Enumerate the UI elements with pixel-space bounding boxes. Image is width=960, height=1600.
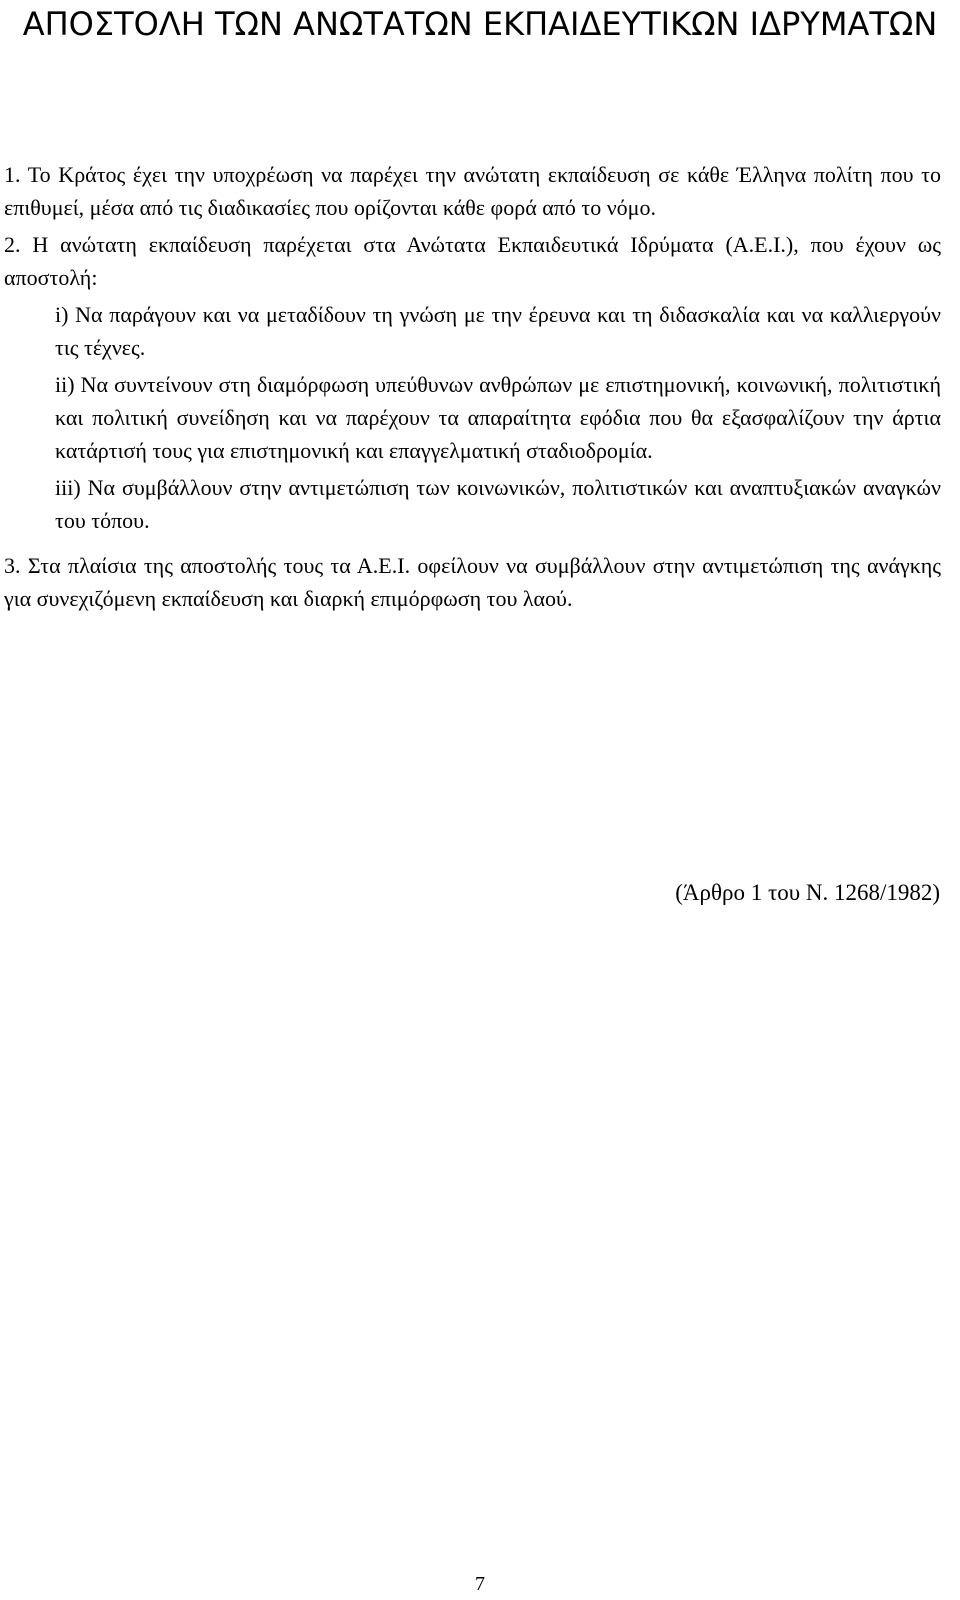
paragraph-3: 3. Στα πλαίσια της αποστολής τους τα Α.Ε.Ι. οφείλουν να συμβάλλουν στην αντιμετώπιση της ανάγκης για συνεχιζόμενη εκπαίδευση και διαρκή επιμόρφωση του λαού.: [4, 553, 941, 611]
law-citation: (Άρθρο 1 του Ν. 1268/1982): [675, 880, 940, 905]
subitem-iii: iii) Να συμβάλλουν στην αντιμετώπιση των κοινωνικών, πολιτιστικών και αναπτυξιακών αναγκών του τόπου.: [55, 475, 941, 533]
paragraph-2: 2. Η ανώτατη εκπαίδευση παρέχεται στα Ανώτατα Εκπαιδευτικά Ιδρύματα (Α.Ε.Ι.), που έχουν ως αποστολή:: [4, 232, 941, 290]
subitem-i: i) Να παράγουν και να μεταδίδουν τη γνώση με την έρευνα και τη διδασκαλία και να καλλιεργούν τις τέχνες.: [55, 302, 941, 360]
paragraph-1: 1. Το Κράτος έχει την υποχρέωση να παρέχει την ανώτατη εκπαίδευση σε κάθε Έλληνα πολίτη που το επιθυμεί, μέσα από τις διαδικασίες που ορίζονται κάθε φορά από το νόμο.: [4, 162, 941, 220]
document-body: [4, 158, 941, 619]
page-number: 7: [475, 1573, 485, 1595]
document-title: ΑΠΟΣΤΟΛΗ ΤΩΝ ΑΝΩΤΑΤΩΝ ΕΚΠΑΙΔΕΥΤΙΚΩΝ ΙΔΡΥΜΑΤΩΝ: [22, 5, 938, 43]
subitem-ii: ii) Να συντείνουν στη διαμόρφωση υπεύθυνων ανθρώπων με επιστημονική, κοινωνική, πολιτιστική και πολιτική συνείδηση και να παρέχουν τα απαραίτητα εφόδια που θα εξασφαλίζουν την άρτια κατάρτισή τους για επιστημονική και επαγγελματική σταδιοδρομία.: [55, 372, 941, 463]
